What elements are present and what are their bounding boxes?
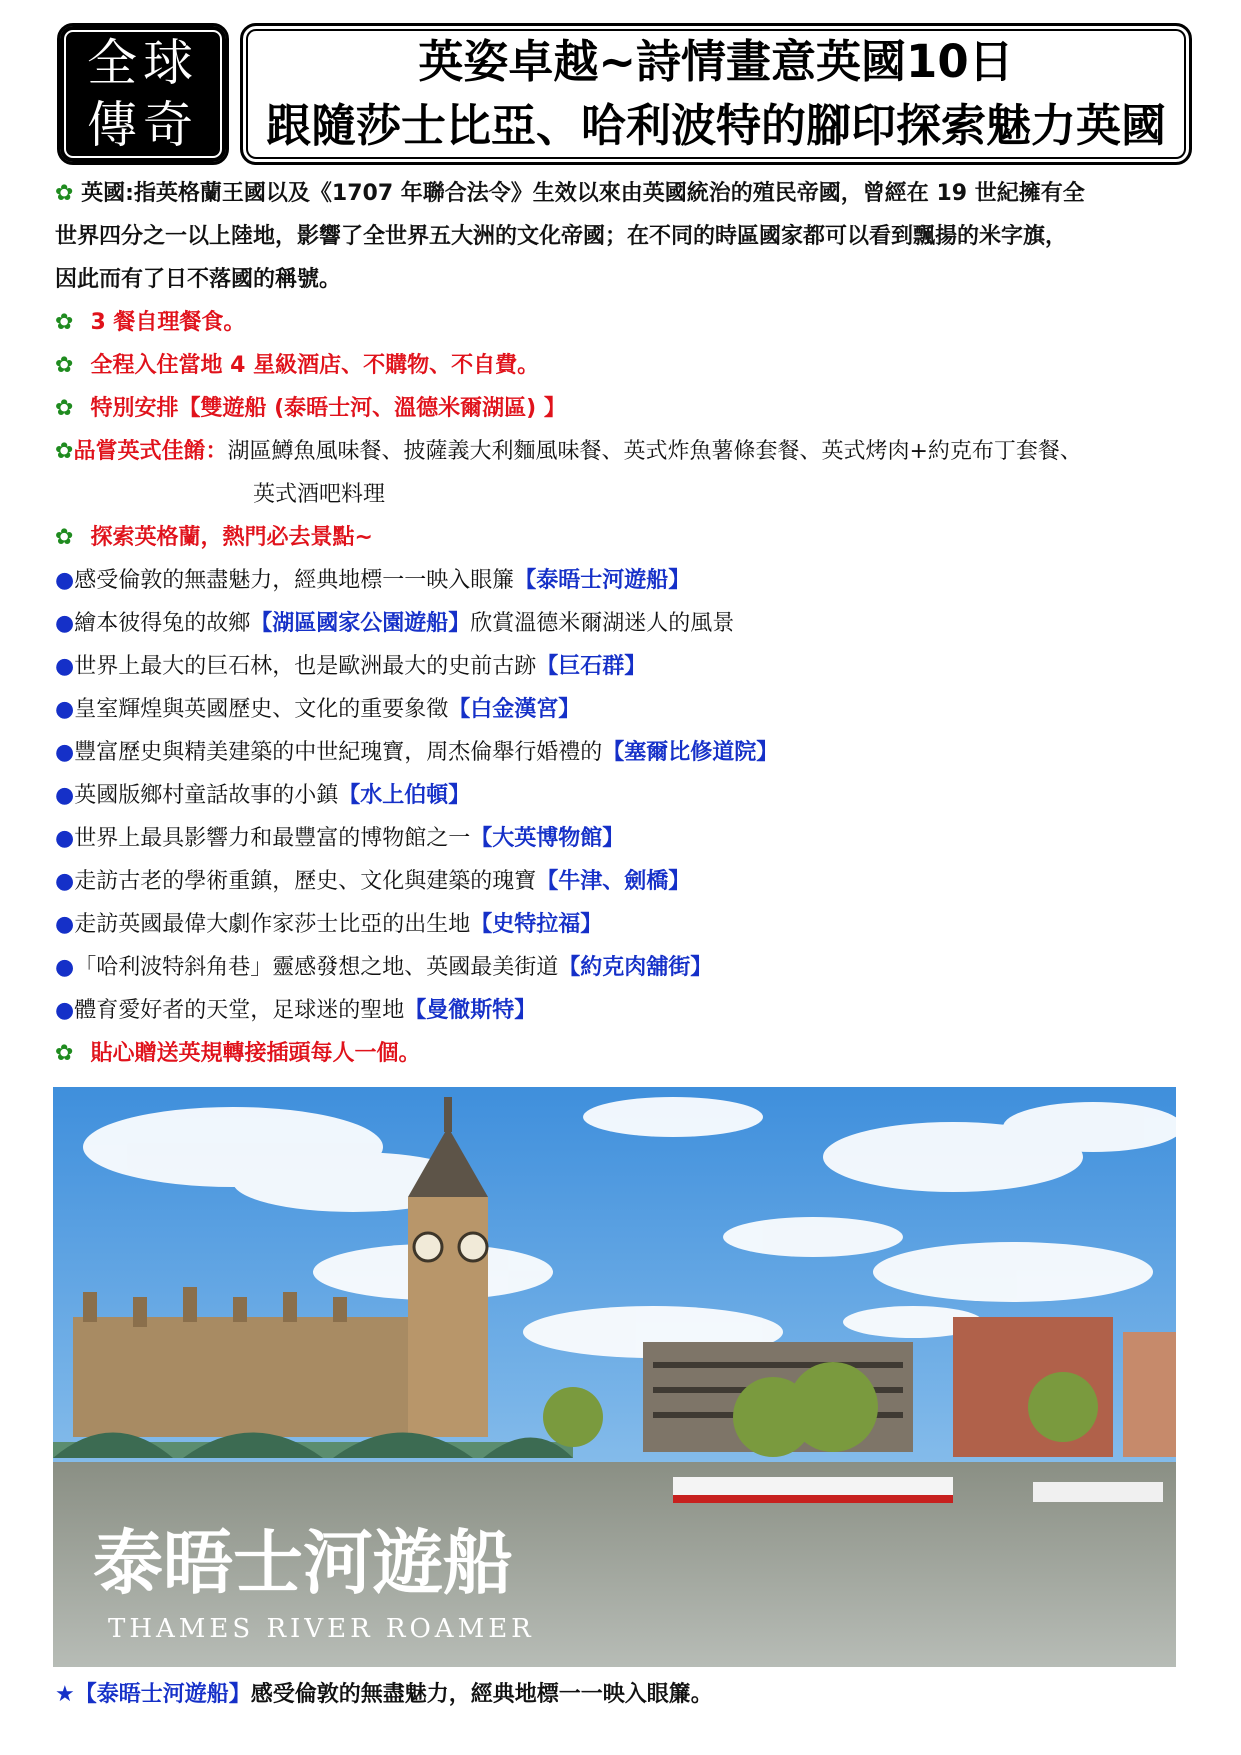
gift-text: 貼心贈送英規轉接插頭每人一個。 — [90, 1041, 421, 1066]
page-title: 英姿卓越~詩情畫意英國10日 — [418, 35, 1014, 88]
hotel-item — [55, 344, 1195, 387]
attraction-text: 英國版鄉村童話故事的小鎮 — [74, 783, 339, 808]
attraction-item — [55, 559, 1195, 602]
bullet-icon: ● — [55, 740, 75, 765]
attraction-tag: 【白金漢宮】 — [448, 697, 581, 722]
bullet-icon: ● — [55, 783, 75, 808]
page-title-box — [240, 23, 1192, 165]
bullet-icon: ● — [55, 611, 75, 636]
flower-icon: ✿ — [55, 310, 74, 335]
attraction-item — [55, 774, 1195, 817]
explore-item — [55, 516, 1195, 559]
attraction-tag: 【牛津、劍橋】 — [536, 869, 691, 894]
attraction-item — [55, 989, 1195, 1032]
bullet-icon: ● — [55, 869, 75, 894]
attraction-tag: 【泰晤士河遊船】 — [514, 568, 691, 593]
attraction-item — [55, 645, 1195, 688]
attraction-text: 「哈利波特斜角巷」靈感發想之地、英國最美街道 — [74, 955, 559, 980]
brand-logo — [57, 23, 229, 165]
gift-item — [55, 1032, 1195, 1075]
attraction-tag: 【塞爾比修道院】 — [602, 740, 779, 765]
attraction-text: 走訪古老的學術重鎮，歷史、文化與建築的瑰寶 — [74, 869, 537, 894]
attraction-tag: 【水上伯頓】 — [338, 783, 471, 808]
tour-highlights — [55, 172, 1195, 1075]
bullet-icon: ● — [55, 568, 75, 593]
attraction-item — [55, 602, 1195, 645]
attraction-after-text: 欣賞溫德米爾湖迷人的風景 — [470, 611, 735, 636]
intro-line-2: 世界四分之一以上陸地，影響了全世界五大洲的文化帝國；在不同的時區國家都可以看到飄揚的米字旗， — [55, 224, 1068, 249]
attraction-item — [55, 688, 1195, 731]
attraction-text: 世界上最具影響力和最豐富的博物館之一 — [74, 826, 471, 851]
flower-icon: ✿ — [55, 525, 74, 550]
star-icon: ★ — [55, 1682, 75, 1707]
attraction-item — [55, 946, 1195, 989]
attraction-item — [55, 903, 1195, 946]
flower-icon: ✿ — [55, 353, 74, 378]
caption-tag: 【泰晤士河遊船】 — [74, 1682, 251, 1707]
bullet-icon: ● — [55, 826, 75, 851]
attraction-tag: 【曼徹斯特】 — [404, 998, 537, 1023]
flower-icon: ✿ — [55, 181, 74, 206]
attraction-text: 走訪英國最偉大劇作家莎士比亞的出生地 — [74, 912, 471, 937]
page-subtitle: 跟隨莎士比亞、哈利波特的腳印探索魅力英國 — [265, 99, 1166, 152]
cruise-item — [55, 387, 1195, 430]
attraction-text: 繪本彼得兔的故鄉 — [74, 611, 251, 636]
thames-cruise-photo — [53, 1087, 1176, 1667]
attraction-text: 體育愛好者的天堂，足球迷的聖地 — [74, 998, 405, 1023]
london-skyline-illustration — [53, 1087, 1176, 1667]
bullet-icon: ● — [55, 654, 75, 679]
photo-subtitle: THAMES RIVER ROAMER — [108, 1614, 535, 1644]
caption-text: 感受倫敦的無盡魅力，經典地標一一映入眼簾。 — [250, 1682, 713, 1707]
attraction-tag: 【史特拉福】 — [470, 912, 603, 937]
attraction-tag: 【大英博物館】 — [470, 826, 625, 851]
meals-text: 3 餐自理餐食。 — [90, 310, 246, 335]
bullet-icon: ● — [55, 912, 75, 937]
attraction-tag: 【湖區國家公園遊船】 — [250, 611, 471, 636]
intro-line-3: 因此而有了日不落國的稱號。 — [55, 267, 342, 292]
food-item — [55, 430, 1195, 473]
logo-line-2: 傳奇 — [87, 96, 199, 154]
explore-text: 探索英格蘭，熱門必去景點~ — [90, 525, 373, 550]
bullet-icon: ● — [55, 998, 75, 1023]
food-line-2: 英式酒吧料理 — [253, 482, 386, 507]
food-label: 品嘗英式佳餚： — [73, 439, 228, 464]
food-line-1: 湖區鱒魚風味餐、披薩義大利麵風味餐、英式炸魚薯條套餐、英式烤肉+約克布丁套餐、 — [227, 439, 1082, 464]
attraction-item — [55, 860, 1195, 903]
attraction-text: 世界上最大的巨石林，也是歐洲最大的史前古跡 — [74, 654, 537, 679]
attraction-tag: 【約克肉舖街】 — [558, 955, 713, 980]
hotel-text: 全程入住當地 4 星級酒店、不購物、不自費。 — [90, 353, 540, 378]
flower-icon: ✿ — [55, 439, 74, 464]
bullet-icon: ● — [55, 955, 75, 980]
logo-line-1: 全球 — [87, 34, 199, 92]
attraction-item — [55, 731, 1195, 774]
flower-icon: ✿ — [55, 396, 74, 421]
attraction-text: 感受倫敦的無盡魅力，經典地標一一映入眼簾 — [74, 568, 515, 593]
intro-paragraph — [55, 172, 1195, 301]
attractions-list — [55, 559, 1195, 1032]
attraction-text: 皇室輝煌與英國歷史、文化的重要象徵 — [74, 697, 449, 722]
cruise-text: 特別安排【雙遊船 (泰晤士河、溫德米爾湖區) 】 — [90, 396, 566, 421]
photo-caption — [55, 1675, 713, 1715]
bullet-icon: ● — [55, 697, 75, 722]
intro-line-1: 英國:指英格蘭王國以及《1707 年聯合法令》生效以來由英國統治的殖民帝國，曾經在 19 世紀擁有全 — [81, 181, 1085, 206]
attraction-tag: 【巨石群】 — [536, 654, 647, 679]
attraction-text: 豐富歷史與精美建築的中世紀瑰寶，周杰倫舉行婚禮的 — [74, 740, 603, 765]
meals-item — [55, 301, 1195, 344]
photo-title: 泰晤士河遊船 — [93, 1521, 513, 1604]
flower-icon: ✿ — [55, 1041, 74, 1066]
attraction-item — [55, 817, 1195, 860]
